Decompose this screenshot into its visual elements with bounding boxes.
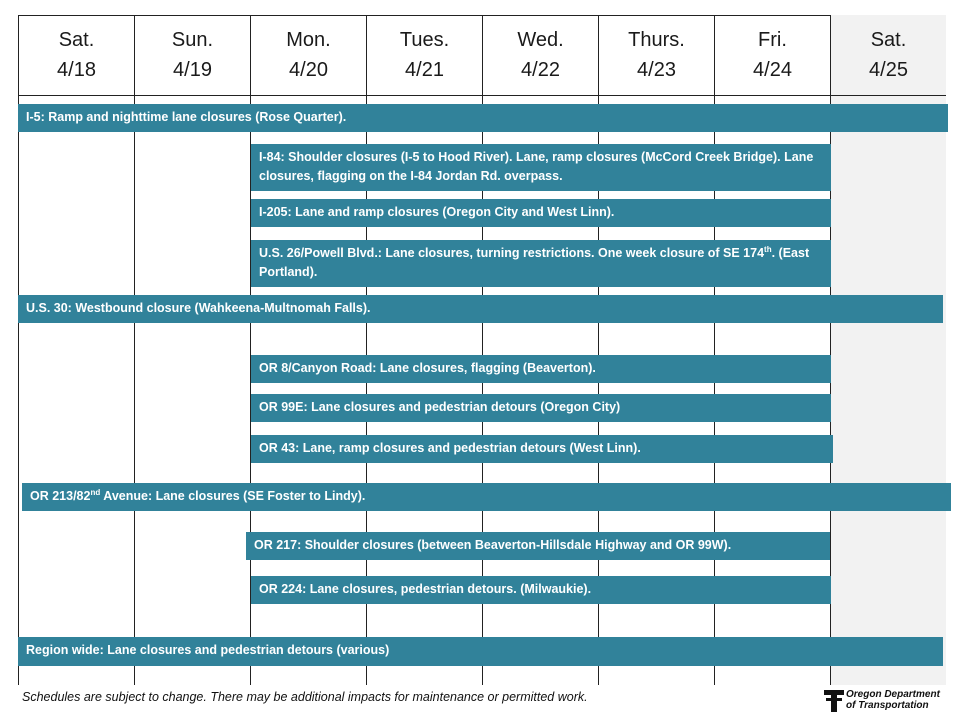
day-header [599, 15, 714, 95]
closure-text: I-84: Shoulder closures (I-5 to Hood River). Lane, ramp closures (McCord Creek Bridge). Lane closures, flagging on the I-84 Jordan Rd. overpass. [259, 150, 814, 183]
closure-bar-i5[interactable] [18, 104, 948, 132]
day-name: Wed. [517, 29, 564, 51]
day-name: Sat. [58, 29, 95, 51]
closure-text: OR 99E: Lane closures and pedestrian detours (Oregon City) [259, 400, 621, 414]
ordinal-suffix: nd [90, 488, 101, 497]
closure-bar-i84[interactable] [251, 144, 831, 191]
closure-bar-i205[interactable] [251, 199, 831, 227]
closure-text-tail: . (East Portland). [259, 246, 810, 279]
closure-text: Region wide: Lane closures and pedestrian detours (various) [26, 643, 390, 657]
day-date: 4/24 [753, 59, 792, 81]
day-header [831, 15, 946, 95]
logo-line-2: of Transportation [846, 700, 929, 711]
closure-text-main: OR 213/82 [30, 489, 91, 503]
odot-logo [822, 688, 952, 714]
day-name: Sun. [171, 29, 214, 51]
day-header [19, 15, 134, 95]
day-name: Sat. [870, 29, 907, 51]
day-name: Thurs. [628, 29, 685, 51]
closure-bar-us30[interactable] [18, 295, 943, 323]
day-header [367, 15, 482, 95]
closure-text: I-205: Lane and ramp closures (Oregon City and West Linn). [259, 205, 615, 219]
odot-mark-icon [824, 690, 844, 712]
closure-bar-or43[interactable] [251, 435, 833, 463]
header-divider [18, 95, 946, 96]
day-name: Fri. [758, 29, 787, 51]
closure-bar-or224[interactable] [251, 576, 831, 604]
day-date: 4/25 [869, 59, 908, 81]
day-header [715, 15, 830, 95]
day-date: 4/18 [57, 59, 96, 81]
day-date: 4/23 [637, 59, 676, 81]
day-header [483, 15, 598, 95]
closure-bar-or213[interactable] [22, 483, 951, 511]
day-header [251, 15, 366, 95]
day-name: Tues. [399, 29, 450, 51]
closure-text-tail: Avenue: Lane closures (SE Foster to Lindy). [100, 489, 366, 503]
closure-bar-or99e[interactable] [251, 394, 831, 422]
day-date: 4/21 [405, 59, 444, 81]
day-date: 4/22 [521, 59, 560, 81]
closure-text: OR 43: Lane, ramp closures and pedestrian detours (West Linn). [259, 441, 641, 455]
closure-text: I-5: Ramp and nighttime lane closures (Rose Quarter). [26, 110, 347, 124]
closure-text: OR 8/Canyon Road: Lane closures, flagging (Beaverton). [259, 361, 596, 375]
logo-text [846, 689, 940, 711]
day-name: Mon. [286, 29, 331, 51]
schedule-disclaimer: Schedules are subject to change. There may be additional impacts for maintenance or permitted work. [22, 690, 588, 704]
closure-text [259, 246, 809, 279]
ordinal-suffix: th [764, 245, 772, 254]
day-date: 4/20 [289, 59, 328, 81]
closure-bar-us26[interactable] [251, 240, 831, 287]
closure-text [30, 489, 365, 503]
closure-text: OR 224: Lane closures, pedestrian detours. (Milwaukie). [259, 582, 592, 596]
closure-bar-or8[interactable] [251, 355, 831, 383]
closure-bar-or217[interactable] [246, 532, 830, 560]
logo-line-1: Oregon Department [846, 689, 940, 700]
day-date: 4/19 [173, 59, 212, 81]
closure-text: OR 217: Shoulder closures (between Beaverton-Hillsdale Highway and OR 99W). [254, 538, 732, 552]
day-header [135, 15, 250, 95]
closure-text: U.S. 30: Westbound closure (Wahkeena-Multnomah Falls). [26, 301, 371, 315]
closure-bar-region-wide[interactable] [18, 637, 943, 666]
closure-text-main: U.S. 26/Powell Blvd.: Lane closures, turning restrictions. One week closure of SE 174 [259, 246, 765, 260]
